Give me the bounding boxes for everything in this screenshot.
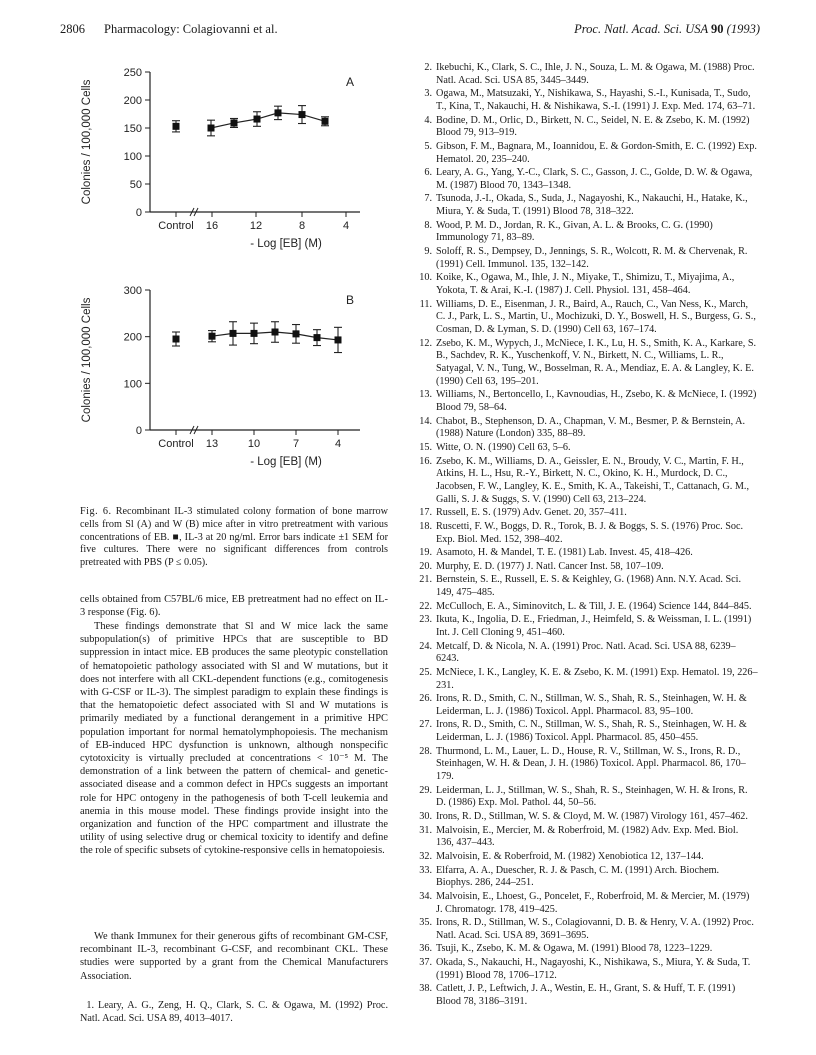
figure-6a-plot	[70, 60, 360, 270]
reference-number: 21.	[419, 574, 432, 586]
reference-item	[418, 416, 758, 441]
reference-number: 29.	[419, 784, 432, 796]
reference-item	[418, 547, 758, 560]
reference-item	[418, 785, 758, 810]
reference-item	[418, 193, 758, 218]
reference-text: Malvoisin, E., Lhoest, G., Poncelet, F., Roberfroid, M. & Mercier, M. (1979) J. Chromatogr. 178, 419–425.	[436, 890, 750, 915]
reference-item	[80, 1000, 388, 1025]
y-axis-label: Colonies / 100,000 Cells	[81, 79, 93, 205]
reference-item	[418, 574, 758, 599]
reference-text: McNiece, I. K., Langley, K. E. & Zsebo, K. M. (1991) Exp. Hematol. 19, 226–231.	[436, 666, 758, 691]
reference-text: Tsuji, K., Zsebo, K. M. & Ogawa, M. (1991) Blood 78, 1223–1229.	[436, 943, 713, 955]
reference-item	[418, 299, 758, 337]
reference-text: Leiderman, L. J., Stillman, W. S., Shah, R. S., Steinhagen, W. H. & Irons, R. D. (1986) Exp. Mol. Pathol. 44, 50–56.	[436, 784, 748, 809]
data-point	[275, 109, 282, 116]
body-paragraph-1: cells obtained from C57BL/6 mice, EB pretreatment had no effect on IL-3 response (Fig. 6).	[80, 594, 388, 619]
reference-item	[418, 62, 758, 87]
reference-number: 8.	[424, 219, 432, 231]
reference-number: 36.	[419, 943, 432, 955]
y-tick-label: 50	[129, 179, 142, 191]
reference-text: Soloff, R. S., Dempsey, D., Jennings, S. R., Wolcott, R. M. & Chervenak, R. (1991) Cell. Immunol. 135, 132–142.	[436, 246, 748, 270]
reference-item	[418, 614, 758, 639]
data-point	[314, 334, 321, 341]
reference-text: Malvoisin, E. & Roberfroid, M. (1982) Xenobiotica 12, 137–144.	[436, 850, 704, 862]
reference-text: Irons, R. D., Smith, C. N., Stillman, W. S., Shah, R. S., Steinhagen, W. H. & Leiderman, L. J. (1986) Toxicol. Appl. Pharmacol. 83, 95–100.	[436, 693, 747, 717]
journal-name: Proc. Natl. Acad. Sci. USA	[574, 22, 708, 36]
reference-item	[418, 667, 758, 692]
reference-text: McCulloch, E. A., Siminovitch, L. & Till, J. E. (1964) Science 144, 844–845.	[436, 600, 752, 612]
reference-number: 38.	[419, 983, 432, 995]
data-point	[322, 118, 329, 125]
reference-number: 34.	[419, 890, 432, 902]
reference-number: 35.	[419, 917, 432, 929]
x-tick-label: 7	[292, 438, 300, 450]
reference-number: 17.	[419, 507, 432, 519]
y-tick-label: 0	[135, 207, 142, 219]
x-tick-label: 10	[247, 438, 261, 450]
section-title: Pharmacology: Colagiovanni et al.	[104, 22, 278, 36]
reference-item	[418, 88, 758, 113]
reference-text: Bernstein, S. E., Russell, E. S. & Keighley, G. (1968) Ann. N.Y. Acad. Sci. 149, 475–485.	[436, 574, 742, 599]
acknowledgments: We thank Immunex for their generous gifts of recombinant GM-CSF, recombinant IL-3, recombinant G-CSF, and recombinant CKL. These studies were supported by a grant from the Chemical Manufacturers Association.	[80, 931, 388, 982]
x-tick-label: 13	[205, 438, 219, 450]
reference-text: Williams, N., Bertoncello, I., Kavnoudias, H., Zsebo, K. & McNiece, I. (1992) Blood 79, 58–64.	[436, 389, 757, 414]
journal-volume: 90	[711, 22, 724, 36]
reference-number: 37.	[419, 956, 432, 968]
data-point	[230, 330, 237, 337]
reference-list	[418, 62, 758, 1010]
panel-label: B	[345, 293, 354, 307]
reference-text: Elfarra, A. A., Duescher, R. J. & Pasch, C. M. (1991) Arch. Biochem. Biophys. 286, 244–251.	[436, 864, 720, 889]
reference-item	[418, 456, 758, 507]
reference-item	[418, 917, 758, 942]
reference-number: 23.	[419, 614, 432, 626]
figure-6b-plot	[70, 282, 360, 492]
reference-number: 22.	[419, 600, 432, 612]
reference-number: 30.	[419, 811, 432, 823]
figure-6a-chart	[70, 60, 360, 270]
y-tick-label: 200	[123, 331, 142, 344]
reference-text: Gibson, F. M., Bagnara, M., Ioannidou, E. & Gordon-Smith, E. C. (1992) Exp. Hematol. 20, 235–240.	[436, 140, 757, 165]
reference-number: 1.	[86, 1000, 94, 1011]
reference-item	[418, 272, 758, 297]
reference-number: 19.	[419, 547, 432, 559]
data-point	[208, 125, 215, 132]
reference-number: 3.	[424, 88, 432, 100]
reference-item	[418, 442, 758, 455]
reference-text: Metcalf, D. & Nicola, N. A. (1991) Proc. Natl. Acad. Sci. USA 88, 6239–6243.	[436, 640, 736, 665]
reference-text: Russell, E. S. (1979) Adv. Genet. 20, 357–411.	[436, 507, 627, 519]
reference-item	[418, 693, 758, 718]
x-tick-label: 8	[298, 220, 306, 232]
y-tick-label: 300	[123, 285, 142, 297]
journal-year: (1993)	[726, 22, 760, 36]
reference-number: 6.	[424, 167, 432, 179]
reference-item	[418, 389, 758, 414]
data-point	[335, 336, 342, 343]
x-tick-label: 4	[334, 438, 342, 450]
reference-text: Murphy, E. D. (1977) J. Natl. Cancer Inst. 58, 107–109.	[436, 560, 664, 572]
data-point	[231, 119, 238, 126]
reference-number: 11.	[419, 298, 432, 310]
reference-item	[418, 220, 758, 245]
reference-number: 2.	[424, 62, 432, 73]
reference-number: 13.	[419, 389, 432, 401]
x-tick-label: 4	[342, 220, 350, 232]
reference-item	[418, 167, 758, 192]
page-number: 2806	[60, 22, 85, 36]
reference-item	[418, 141, 758, 166]
data-point	[293, 330, 300, 337]
reference-item	[418, 825, 758, 850]
reference-item	[418, 943, 758, 956]
reference-item	[418, 641, 758, 666]
reference-item	[418, 601, 758, 614]
reference-number: 33.	[419, 864, 432, 876]
x-axis-label: - Log [EB] (M)	[250, 238, 322, 250]
journal-citation	[574, 22, 760, 37]
reference-item	[418, 115, 758, 140]
reference-item	[418, 983, 758, 1008]
running-header	[60, 22, 760, 38]
reference-text: Witte, O. N. (1990) Cell 63, 5–6.	[436, 441, 571, 453]
reference-number: 14.	[419, 415, 432, 427]
reference-text: Koike, K., Ogawa, M., Ihle, J. N., Miyake, T., Shimizu, T., Miyajima, A., Yokota, T. & Arai, K.-I. (1987) J. Cell. Physiol. 131, 458–464.	[436, 272, 735, 297]
reference-number: 5.	[424, 140, 432, 152]
reference-text: Irons, R. D., Stillman, W. S., Colagiovanni, D. B. & Henry, V. A. (1992) Proc. Natl. Acad. Sci. USA 89, 3691–3695.	[436, 917, 754, 941]
x-tick-label: 12	[249, 220, 263, 232]
panel-label: A	[345, 75, 354, 89]
reference-text: Leary, A. G., Zeng, H. Q., Clark, S. C. & Ogawa, M. (1992) Proc. Natl. Acad. Sci. USA 89, 4013–4017.	[80, 1000, 388, 1024]
figure-6b-chart	[70, 282, 360, 492]
reference-text: Ruscetti, F. W., Boggs, D. R., Torok, B. J. & Boggs, S. S. (1976) Proc. Soc. Exp. Biol. Med. 152, 398–402.	[436, 520, 744, 545]
data-point	[251, 330, 258, 337]
y-tick-label: 100	[123, 378, 142, 391]
reference-number: 32.	[419, 850, 432, 862]
data-point	[272, 329, 279, 336]
reference-number: 26.	[419, 693, 432, 705]
figure-caption	[80, 506, 388, 570]
reference-text: Leary, A. G., Yang, Y.-C., Clark, S. C., Gasson, J. C., Golde, D. W. & Ogawa, M. (1987) Blood 70, 1343–1348.	[436, 167, 753, 191]
reference-item	[418, 246, 758, 271]
y-tick-label: 0	[135, 425, 142, 437]
y-axis-label: Colonies / 100,000 Cells	[81, 297, 93, 423]
data-point	[209, 333, 216, 340]
reference-text: Williams, D. E., Eisenman, J. R., Baird, A., Rauch, C., Van Ness, K., March, C. J., Park, L. S., Martin, U., Mochizuki, D. Y., Boswell, H. S., Burgess, G. S., Cosman, D. & Lyman, S. D. (1990) Cell 63, 167–174.	[436, 298, 756, 336]
x-tick-label: Control	[158, 220, 194, 232]
x-tick-label: Control	[158, 438, 194, 450]
reference-number: 27.	[419, 719, 432, 731]
data-point	[173, 336, 180, 343]
reference-text: Ogawa, M., Matsuzaki, Y., Nishikawa, S., Hayashi, S.-I., Kunisada, T., Sudo, T., Kina, T., Nakauchi, H. & Nishikawa, S.-I. (1991) J. Exp. Med. 174, 63–71.	[436, 88, 756, 112]
reference-item	[418, 957, 758, 982]
reference-text: Chabot, B., Stephenson, D. A., Chapman, V. M., Besmer, P. & Bernstein, A. (1988) Nature (London) 335, 88–89.	[436, 415, 746, 440]
reference-number: 12.	[419, 337, 432, 349]
x-tick-label: 16	[205, 220, 219, 232]
y-tick-label: 100	[123, 151, 142, 163]
reference-number: 28.	[419, 745, 432, 757]
reference-number: 4.	[424, 114, 432, 126]
reference-number: 16.	[419, 455, 432, 467]
body-paragraph-2: These findings demonstrate that Sl and W mice lack the same subpopulation(s) of primitive HPCs that are susceptible to BD suppression in intact mice. EB produces the same pleotypic constellation of hematopoietic pathology associated with Sl and W mutations, but it does not interfere with all CKL-dependent functions (e.g., comitogenesis with G-CSF or IL-3). The simplest paradigm to explain these findings is that the hematopoietic defect associated with Sl and W mutations is primarily mediated by a functional derangement in a primitive HPC population important for normal hematolymphopoiesis. The mechanism of EB-induced HPC dysfunction is unknown, although nonspecific cytotoxicity is virtually precluded at concentrations < 10⁻⁵ M. The demonstration of a link between the pattern of chemical- and genetic-associated disease and a common defect in HPCs suggests an important role for HPC ontogeny in the pathogenesis of both T-cell leukemia and anemia in this mouse model. These findings provide insight into the organization and function of the HPC compartment and illustrate the utility of using selective drug or chemical toxicity to identify and define the role of specific subsets of cytokine-responsive cells in hematopoiesis.	[80, 621, 388, 857]
reference-text: Tsunoda, J.-I., Okada, S., Suda, J., Nagayoshi, K., Nakauchi, H., Hatake, K., Miura, Y. & Suda, T. (1991) Blood 78, 318–322.	[436, 193, 748, 218]
reference-item	[418, 851, 758, 864]
reference-text: Wood, P. M. D., Jordan, R. K., Givan, A. L. & Brooks, C. G. (1990) Immunology 71, 83–89.	[436, 219, 713, 244]
data-point	[299, 111, 306, 118]
reference-number: 25.	[419, 666, 432, 678]
reference-item	[418, 746, 758, 784]
reference-item	[418, 811, 758, 824]
reference-number: 7.	[424, 193, 432, 205]
reference-text: Catlett, J. P., Leftwich, J. A., Westin, E. H., Grant, S. & Huff, T. F. (1991) Blood 78, 3186–3191.	[436, 983, 736, 1007]
data-point	[173, 123, 180, 130]
data-series-line	[211, 113, 325, 128]
reference-item	[418, 719, 758, 744]
reference-number: 18.	[419, 520, 432, 532]
reference-text: Ikuta, K., Ingolia, D. E., Friedman, J., Heimfeld, S. & Weissman, I. L. (1991) Int. J. Cell Cloning 9, 451–460.	[436, 614, 752, 638]
figure-caption-text: Recombinant IL-3 stimulated colony formation of bone marrow cells from Sl (A) and W (B) mice after in vitro pretreatment with various concentrations of EB. ■, IL-3 at 20 ng/ml. Error bars indicate ±1 SEM for five cultures. There were no significant differences from controls pretreated with PBS (P ≤ 0.05).	[80, 506, 389, 569]
y-tick-label: 150	[123, 123, 142, 135]
reference-number: 24.	[419, 640, 432, 652]
x-axis-label: - Log [EB] (M)	[250, 456, 322, 468]
reference-item	[418, 561, 758, 574]
reference-text: Ikebuchi, K., Clark, S. C., Ihle, J. N., Souza, L. M. & Ogawa, M. (1988) Proc. Natl. Acad. Sci. USA 85, 3445–3449.	[436, 62, 755, 86]
reference-text: Malvoisin, E., Mercier, M. & Roberfroid, M. (1982) Adv. Exp. Med. Biol. 136, 437–443.	[436, 824, 739, 849]
reference-item	[418, 891, 758, 916]
reference-number: 15.	[419, 441, 432, 453]
reference-number: 10.	[419, 272, 432, 284]
reference-item	[418, 521, 758, 546]
reference-text: Irons, R. D., Stillman, W. S. & Cloyd, M. W. (1987) Virology 161, 457–462.	[436, 811, 748, 823]
reference-text: Okada, S., Nakauchi, H., Nagayoshi, K., Nishikawa, S., Miura, Y. & Suda, T. (1991) Blood 78, 1706–1712.	[436, 956, 751, 981]
y-tick-label: 200	[123, 95, 142, 107]
reference-item	[418, 507, 758, 520]
reference-number: 9.	[424, 246, 432, 258]
reference-item	[418, 338, 758, 389]
reference-text: Zsebo, K. M., Williams, D. A., Geissler, E. N., Broudy, V. C., Martin, F. H., Atkins, H. L., Hsu, R.-Y., Birkett, N. C., Okino, K. H., Murdock, D. C., Jacobsen, F. W., Langley, K. E., Smith, K. A., Takeishi, T., Cattanach, G. M., Galli, S. J. & Suggs, S. V. (1990) Cell 63, 213–224.	[436, 455, 750, 505]
reference-text: Irons, R. D., Smith, C. N., Stillman, W. S., Shah, R. S., Steinhagen, W. H. & Leiderman, L. J. (1986) Toxicol. Appl. Pharmacol. 85, 450–455.	[436, 719, 747, 744]
reference-number: 31.	[419, 824, 432, 836]
figure-label: Fig. 6.	[80, 506, 112, 517]
y-tick-label: 250	[123, 67, 142, 79]
reference-item	[418, 865, 758, 890]
reference-text: Thurmond, L. M., Lauer, L. D., House, R. V., Stillman, W. S., Irons, R. D., Steinhagen, W. H. & Dean, J. H. (1986) Toxicol. Appl. Pharmacol. 86, 170–179.	[436, 745, 746, 783]
reference-text: Bodine, D. M., Orlic, D., Birkett, N. C., Seidel, N. E. & Zsebo, K. M. (1992) Blood 79, 913–919.	[436, 114, 750, 139]
reference-text: Zsebo, K. M., Wypych, J., McNiece, I. K., Lu, H. S., Smith, K. A., Karkare, S. B., Sachdev, R. K., Yuschenkoff, V. N., Birkett, N. C., Williams, L. R., Satyagal, V. N., Tung, W., Bosselman, R. A., Mendiaz, E. A. & Langley, K. E. (1990) Cell 63, 195–201.	[436, 337, 757, 387]
reference-number: 20.	[419, 560, 432, 572]
reference-text: Asamoto, H. & Mandel, T. E. (1981) Lab. Invest. 45, 418–426.	[436, 547, 693, 559]
data-point	[254, 116, 261, 123]
